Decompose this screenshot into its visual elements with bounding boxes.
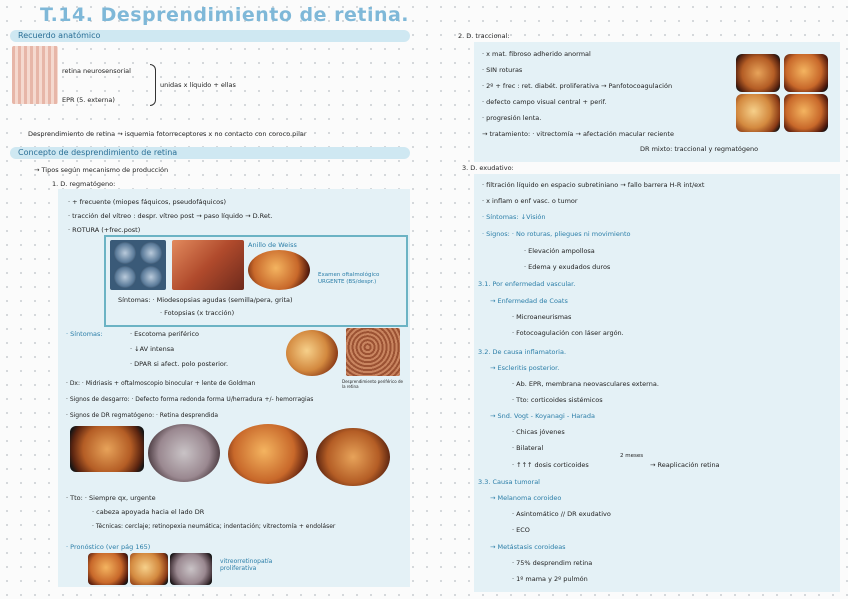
fundus-photo-1 xyxy=(172,240,244,290)
sintomas-label: · Síntomas: xyxy=(66,330,103,338)
s31-item-1: → Enfermedad de Coats xyxy=(490,297,568,305)
d3-item-4: · Signos: · No roturas, pliegues ni movimiento xyxy=(482,230,631,238)
fundus-dr-1 xyxy=(70,426,144,472)
s33-item-1: → Melanoma coroideo xyxy=(490,494,562,502)
d2-item-7: DR mixto: traccional y regmatógeno xyxy=(640,145,759,153)
fundus-trac-4 xyxy=(784,94,828,132)
fundus-dr-4 xyxy=(316,428,390,486)
desgarro-text: · Signos de desgarro: · Defecto forma redonda forma U/herradura +/- hemorragias xyxy=(66,396,314,403)
fundus-trac-1 xyxy=(736,54,780,92)
s33-item-6: · 1º mama y 2º pulmón xyxy=(512,575,588,583)
fundus-dr-3 xyxy=(228,424,308,484)
s31-item-3: · Fotocoagulación con láser argón. xyxy=(512,329,624,337)
d2-heading: 2. D. traccional: xyxy=(458,32,510,40)
retina-tiles-image xyxy=(110,240,166,290)
s32-item-4: → Snd. Vogt - Koyanagi - Harada xyxy=(490,412,595,420)
d2-item-5: · progresión lenta. xyxy=(482,114,542,122)
tto2-text: · cabeza apoyada hacia el lado DR xyxy=(92,508,205,516)
fundus-dr-2 xyxy=(148,424,220,482)
sint-item-1: · Escotoma periférico xyxy=(130,330,200,338)
d3-item-2: · x inflam o enf vasc. o tumor xyxy=(482,197,578,205)
tto-text: · Tto: · Siempre qx, urgente xyxy=(66,494,156,502)
pron-note: vitreorretinopatía proliferativa xyxy=(220,558,273,572)
s31-heading: 3.1. Por enfermedad vascular. xyxy=(478,280,576,288)
d3-heading: 3. D. exudativo: xyxy=(462,164,514,172)
urgent-note: Examen oftalmológico URGENTE (BS/despr.) xyxy=(318,272,380,285)
sintomas-box-text: Síntomas: · Miodesopsias agudas (semilla/pera, grita) xyxy=(118,296,293,304)
s32-item-1: → Escleritis posterior. xyxy=(490,364,560,372)
d3-item-3: · Síntomas: ↓Visión xyxy=(482,213,546,221)
d3-item-6: · Edema y exudados duros xyxy=(524,263,611,271)
d2-item-2: · SIN roturas xyxy=(482,66,523,74)
s33-item-2: · Asintomático // DR exudativo xyxy=(512,510,611,518)
s32-item-5: · Chicas jóvenes xyxy=(512,428,565,436)
s33-heading: 3.3. Causa tumoral xyxy=(478,478,540,486)
d2-item-6: → tratamiento: · vitrectomía → afectación macular reciente xyxy=(482,130,674,138)
d2-item-1: · x mat. fibroso adherido anormal xyxy=(482,50,591,58)
section-header-anatomy: Recuerdo anatómico xyxy=(18,31,101,40)
reg-line-1: · + frecuente (miopes fáquicos, pseudofáquicos) xyxy=(68,198,227,206)
sint-item-2: · ↓AV intensa xyxy=(130,345,175,353)
reg-line-2: · tracción del vítreo : despr. vítreo post → paso líquido → D.Ret. xyxy=(68,212,273,220)
s32-heading: 3.2. De causa inflamatoria. xyxy=(478,348,567,356)
s32-item-6: · Bilateral xyxy=(512,444,544,452)
anat-retina-label: retina neurosensorial xyxy=(62,67,131,75)
fundus-symptoms xyxy=(286,330,338,376)
s32-item-3: · Tto: corticoides sistémicos xyxy=(512,396,603,404)
fundus-pron-2 xyxy=(130,553,168,585)
s33-item-4: → Metástasis coroideas xyxy=(490,543,566,551)
page-title: T.14. Desprendimiento de retina. xyxy=(40,4,410,26)
anat-epr-label: EPR (5. externa) xyxy=(62,96,115,104)
s31-item-2: · Microaneurismas xyxy=(512,313,572,321)
section-header-concept: Concepto de desprendimiento de retina xyxy=(18,148,178,157)
tipos-text: → Tipos según mecanismo de producción xyxy=(34,166,169,174)
anat-union-label: unidas x líquido + ellas xyxy=(160,81,236,89)
tecnicas-text: · Técnicas: cerclaje; retinopexia neumática; indentación; vitrectomía + endoláser xyxy=(92,523,336,530)
sint-item-3: · DPAR si afect. polo posterior. xyxy=(130,360,229,368)
s32-item-7: · ↑↑↑ dosis corticoides xyxy=(512,461,589,469)
d2-item-3: · 2º + frec : ret. diabét. proliferativa → Panfotocoagulación xyxy=(482,82,673,90)
brace xyxy=(150,64,156,106)
fundus-trac-2 xyxy=(784,54,828,92)
dx-text: · Dx: · Midriasis + oftalmoscopio binocular + lente de Goldman xyxy=(66,380,256,387)
definition-text: Desprendimiento de retina → isquemia fotorreceptores x no contacto con coroco.pilar xyxy=(28,130,307,138)
dx-note: Desprendimiento periférico de la retina xyxy=(342,379,403,389)
weiss-label: Anillo de Weiss xyxy=(248,241,297,249)
s32-item-2: · Ab. EPR, membrana neovasculares externa. xyxy=(512,380,659,388)
dr-signs-text: · Signos de DR regmatógeno: · Retina desprendida xyxy=(66,412,219,419)
pronostico-text: · Pronóstico (ver pág 165) xyxy=(66,543,151,551)
s33-item-5: · 75% desprendim retina xyxy=(512,559,593,567)
fundus-pron-3 xyxy=(170,553,212,585)
d3-item-5: · Elevación ampollosa xyxy=(524,247,595,255)
retina-texture-image xyxy=(346,328,400,376)
fundus-trac-3 xyxy=(736,94,780,132)
s33-item-3: · ECO xyxy=(512,526,530,534)
s32-item-9: → Reaplicación retina xyxy=(650,461,720,469)
d3-item-1: · filtración líquido en espacio subretiniano → fallo barrera H-R int/ext xyxy=(482,181,705,189)
d2-item-4: · defecto campo visual central + perif. xyxy=(482,98,607,106)
retina-anatomy-image xyxy=(12,46,58,104)
s32-item-8: 2 meses xyxy=(620,453,644,459)
fundus-weiss-ring xyxy=(248,250,310,290)
fundus-pron-1 xyxy=(88,553,128,585)
reg-line-3: · ROTURA (+frec.post) xyxy=(68,226,141,234)
fotopsias-text: · Fotopsias (x tracción) xyxy=(160,309,235,317)
d-regmatogeno-heading: 1. D. regmatógeno: xyxy=(52,180,116,188)
